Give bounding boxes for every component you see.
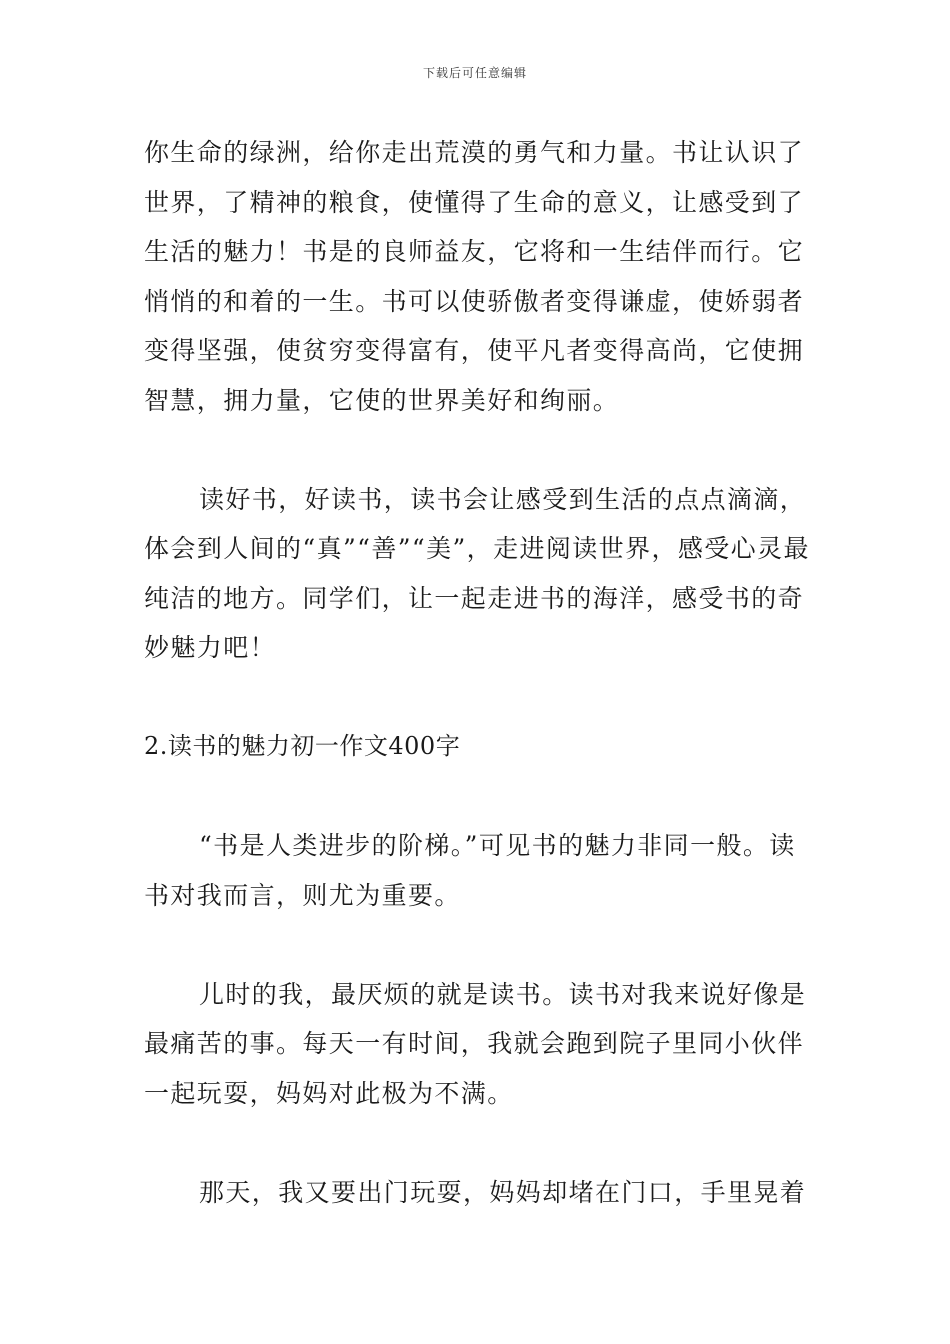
document-body bbox=[144, 128, 814, 1217]
paragraph-4: 儿时的我，最厌烦的就是读书。读书对我来说好像是最痛苦的事。每天一有时间，我就会跑到院子里同小伙伴一起玩耍，妈妈对此极为不满。 bbox=[144, 979, 807, 1108]
page-header: 下载后可任意编辑 bbox=[422, 66, 527, 80]
section-heading: 2.读书的魅力初一作文400字 bbox=[144, 732, 461, 760]
paragraph-2: 读好书，好读书，读书会让感受到生活的点点滴滴，体会到人间的“真”“善”“美”，走进阅读世界，感受心灵最纯洁的地方。同学们，让一起走进书的海洋，感受书的奇妙魅力吧！ bbox=[144, 484, 810, 662]
paragraph-3: “书是人类进步的阶梯。”可见书的魅力非同一般。读书对我而言，则尤为重要。 bbox=[144, 831, 796, 910]
paragraph-1: 你生命的绿洲，给你走出荒漠的勇气和力量。书让认识了世界，了精神的粮食，使懂得了生命的意义，让感受到了生活的魅力！书是的良师益友，它将和一生结伴而行。它悄悄的和着的一生。书可以使骄傲者变得谦虚，使娇弱者变得坚强，使贫穷变得富有，使平凡者变得高尚，它使拥智慧，拥力量，它使的世界美好和绚丽。 bbox=[144, 138, 805, 415]
paragraph-5: 那天，我又要出门玩耍，妈妈却堵在门口，手里晃着 bbox=[199, 1177, 807, 1207]
